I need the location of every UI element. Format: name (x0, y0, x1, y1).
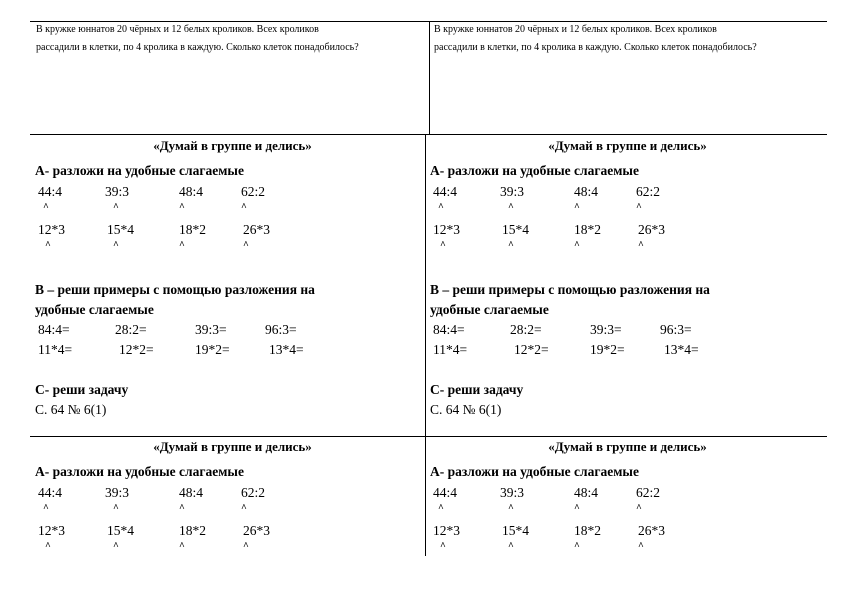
div-item: 44:4 (433, 184, 458, 199)
mul-item: 15*4 (502, 222, 529, 237)
mul-item: 18*2 (574, 222, 601, 237)
mul-item: 15*4 (502, 523, 529, 538)
caret-mark: ^ (241, 503, 247, 514)
page-reference: С. 64 № 6(1) (430, 402, 502, 417)
exercise-item: 11*4= (433, 342, 468, 357)
div-item: 62:2 (241, 485, 266, 500)
exercise-item: 19*2= (195, 342, 230, 357)
exercise-item: 12*2= (514, 342, 549, 357)
exercise-item: 84:4= (433, 322, 465, 337)
div-item: 44:4 (433, 485, 458, 500)
caret-mark: ^ (243, 240, 249, 251)
card-title: «Думай в группе и делись» (153, 138, 312, 153)
div-item: 62:2 (636, 184, 661, 199)
caret-mark: ^ (45, 541, 51, 552)
caret-mark: ^ (45, 240, 51, 251)
card-title: «Думай в группе и делись» (548, 138, 707, 153)
caret-mark: ^ (508, 541, 514, 552)
task-line-2: рассадили в клетки, по 4 кролика в каждую. Сколько клеток понадобилось? (36, 42, 359, 53)
mul-item: 26*3 (638, 222, 665, 237)
caret-mark: ^ (241, 202, 247, 213)
column-divider-bottom (425, 134, 426, 556)
caret-mark: ^ (508, 202, 514, 213)
caret-mark: ^ (438, 503, 444, 514)
div-item: 39:3 (500, 184, 525, 199)
caret-mark: ^ (638, 541, 644, 552)
caret-mark: ^ (508, 240, 514, 251)
exercise-item: 13*4= (269, 342, 304, 357)
row-divider-1 (30, 134, 827, 135)
caret-mark: ^ (113, 202, 119, 213)
section-c-heading: С- реши задачу (35, 382, 129, 397)
task-line-1: В кружке юннатов 20 чёрных и 12 белых кроликов. Всех кроликов (36, 24, 319, 35)
div-item: 39:3 (105, 485, 130, 500)
mul-item: 18*2 (179, 222, 206, 237)
caret-mark: ^ (638, 240, 644, 251)
caret-mark: ^ (574, 202, 580, 213)
div-item: 62:2 (241, 184, 266, 199)
mul-item: 18*2 (179, 523, 206, 538)
caret-mark: ^ (43, 503, 49, 514)
section-b-heading-line1: В – реши примеры с помощью разложения на (35, 282, 315, 297)
div-item: 48:4 (574, 184, 599, 199)
card-title: «Думай в группе и делись» (548, 439, 707, 454)
exercise-item: 39:3= (590, 322, 622, 337)
caret-mark: ^ (243, 541, 249, 552)
caret-mark: ^ (179, 503, 185, 514)
mul-item: 15*4 (107, 523, 134, 538)
caret-mark: ^ (440, 240, 446, 251)
row-divider-2 (30, 436, 827, 437)
div-item: 48:4 (179, 485, 204, 500)
exercise-item: 84:4= (38, 322, 70, 337)
caret-mark: ^ (438, 202, 444, 213)
mul-item: 26*3 (243, 222, 270, 237)
exercise-item: 13*4= (664, 342, 699, 357)
div-item: 44:4 (38, 184, 63, 199)
task-text-left (36, 21, 426, 57)
exercise-item: 39:3= (195, 322, 227, 337)
exercise-item: 28:2= (115, 322, 147, 337)
div-item: 39:3 (105, 184, 130, 199)
caret-mark: ^ (574, 240, 580, 251)
caret-mark: ^ (179, 541, 185, 552)
caret-mark: ^ (636, 503, 642, 514)
mul-item: 12*3 (433, 523, 460, 538)
mul-item: 26*3 (243, 523, 270, 538)
page-reference: С. 64 № 6(1) (35, 402, 107, 417)
div-item: 48:4 (574, 485, 599, 500)
exercise-item: 11*4= (38, 342, 73, 357)
caret-mark: ^ (574, 541, 580, 552)
mul-item: 12*3 (38, 523, 65, 538)
mul-item: 12*3 (38, 222, 65, 237)
section-a-heading: А- разложи на удобные слагаемые (430, 464, 639, 479)
caret-mark: ^ (636, 202, 642, 213)
div-item: 39:3 (500, 485, 525, 500)
exercise-item: 96:3= (265, 322, 297, 337)
caret-mark: ^ (179, 202, 185, 213)
div-item: 62:2 (636, 485, 661, 500)
task-line-1: В кружке юннатов 20 чёрных и 12 белых кроликов. Всех кроликов (434, 24, 717, 35)
div-item: 48:4 (179, 184, 204, 199)
card-title: «Думай в группе и делись» (153, 439, 312, 454)
section-a-heading: А- разложи на удобные слагаемые (35, 163, 244, 178)
caret-mark: ^ (508, 503, 514, 514)
section-a-heading: А- разложи на удобные слагаемые (35, 464, 244, 479)
div-item: 44:4 (38, 485, 63, 500)
mul-item: 12*3 (433, 222, 460, 237)
caret-mark: ^ (43, 202, 49, 213)
column-divider-top (429, 21, 430, 134)
task-line-2: рассадили в клетки, по 4 кролика в каждую. Сколько клеток понадобилось? (434, 42, 757, 53)
section-c-heading: С- реши задачу (430, 382, 524, 397)
caret-mark: ^ (113, 240, 119, 251)
section-b-heading-line2: удобные слагаемые (35, 302, 154, 317)
caret-mark: ^ (179, 240, 185, 251)
caret-mark: ^ (113, 541, 119, 552)
exercise-item: 19*2= (590, 342, 625, 357)
exercise-item: 12*2= (119, 342, 154, 357)
caret-mark: ^ (574, 503, 580, 514)
section-a-heading: А- разложи на удобные слагаемые (430, 163, 639, 178)
exercise-item: 28:2= (510, 322, 542, 337)
caret-mark: ^ (440, 541, 446, 552)
mul-item: 18*2 (574, 523, 601, 538)
caret-mark: ^ (113, 503, 119, 514)
mul-item: 26*3 (638, 523, 665, 538)
mul-item: 15*4 (107, 222, 134, 237)
section-b-heading-line1: В – реши примеры с помощью разложения на (430, 282, 710, 297)
section-b-heading-line2: удобные слагаемые (430, 302, 549, 317)
exercise-item: 96:3= (660, 322, 692, 337)
task-text-right (434, 21, 824, 57)
